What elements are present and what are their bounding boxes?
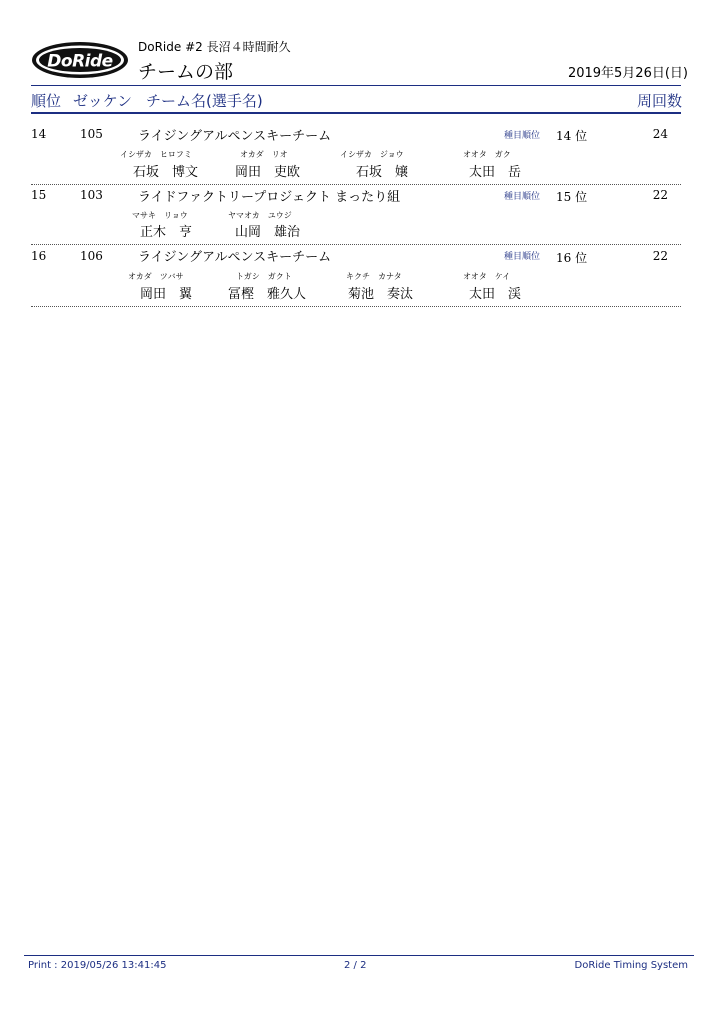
- rider-kana: ヤマオカ ユウジ: [228, 211, 292, 220]
- system-name: DoRide Timing System: [574, 960, 688, 971]
- row-laps: 24: [652, 127, 668, 141]
- row-class-rank: 15 位: [556, 190, 588, 204]
- rider-name: 岡田 翼: [140, 287, 193, 302]
- race-date: 2019年5月26日(日): [567, 66, 688, 81]
- logo-text: DoRide: [47, 51, 113, 72]
- row-team: ライジングアルペンスキーチーム: [138, 250, 332, 265]
- rider-kana: オオタ ケイ: [463, 272, 511, 281]
- rider-kana: オカダ ツバサ: [128, 272, 184, 281]
- rider-name: 太田 岳: [469, 165, 522, 180]
- footer-rule: [24, 955, 694, 956]
- row-rank: 15: [31, 188, 47, 202]
- rider-name: 太田 渓: [469, 287, 522, 302]
- row-class-rank: 14 位: [556, 129, 588, 143]
- column-header-laps: 周回数: [636, 92, 682, 110]
- event-title: DoRide #2 長沼４時間耐久: [138, 40, 291, 54]
- row-class-label: 種目順位: [504, 131, 541, 141]
- row-team: ライジングアルペンスキーチーム: [138, 129, 332, 144]
- row-bib: 105: [80, 127, 103, 141]
- row-rank: 16: [31, 249, 47, 263]
- row-class-rank: 16 位: [556, 251, 588, 265]
- row-team: ライドファクトリープロジェクト まったり組: [138, 190, 401, 205]
- header-rule-top: [31, 85, 681, 86]
- page-number: 2 / 2: [344, 960, 367, 971]
- rider-name: 石坂 嬢: [356, 165, 409, 180]
- rider-name: 山岡 雄治: [235, 225, 301, 240]
- rider-kana: オカダ リオ: [240, 150, 288, 159]
- row-class-label: 種目順位: [504, 252, 541, 262]
- rider-name: 菊池 奏汰: [348, 287, 414, 302]
- row-class-label: 種目順位: [504, 192, 541, 202]
- print-timestamp: Print : 2019/05/26 13:41:45: [28, 960, 167, 971]
- rider-kana: キクチ カナタ: [346, 272, 402, 281]
- rider-kana: マサキ リョウ: [132, 211, 188, 220]
- rider-name: 石坂 博文: [133, 165, 199, 180]
- rider-kana: オオタ ガク: [463, 150, 511, 159]
- row-divider: [31, 306, 681, 307]
- column-header-rank: 順位: [31, 92, 62, 110]
- row-laps: 22: [652, 249, 668, 263]
- column-header-bib: ゼッケン: [73, 92, 132, 110]
- row-divider: [31, 244, 681, 245]
- rider-kana: イシザカ ヒロフミ: [120, 150, 192, 159]
- category-title: チームの部: [138, 61, 234, 83]
- row-laps: 22: [652, 188, 668, 202]
- rider-name: 岡田 吏欧: [235, 165, 301, 180]
- rider-name: 正木 亨: [140, 225, 193, 240]
- header-rule-bottom: [31, 112, 681, 114]
- row-divider: [31, 184, 681, 185]
- rider-name: 冨樫 雅久人: [228, 287, 307, 302]
- row-rank: 14: [31, 127, 47, 141]
- rider-kana: イシザカ ジョウ: [340, 150, 404, 159]
- column-header-team: チーム名(選手名): [146, 92, 263, 110]
- row-bib: 103: [80, 188, 103, 202]
- doride-logo: [30, 38, 130, 82]
- row-bib: 106: [80, 249, 103, 263]
- rider-kana: トガシ ガクト: [236, 272, 292, 281]
